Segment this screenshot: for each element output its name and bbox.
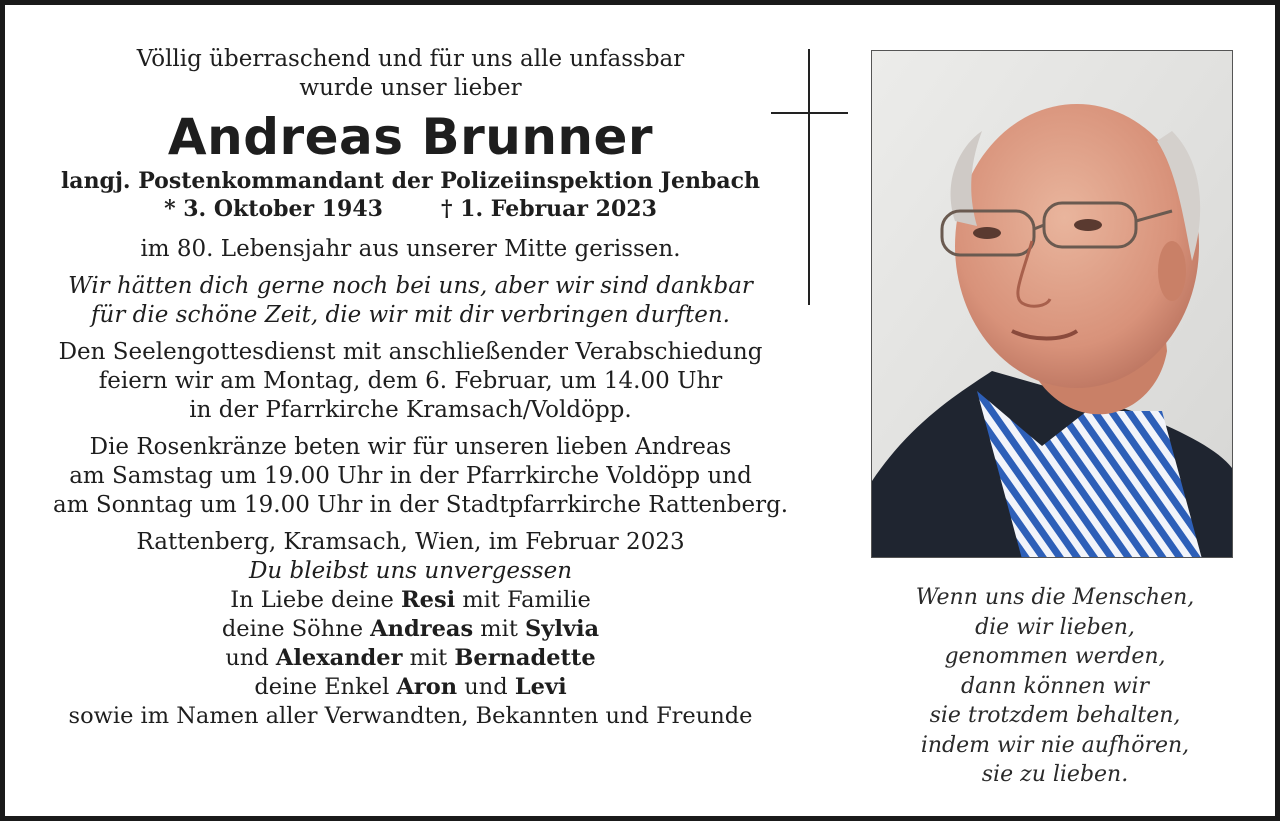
intro-line-1: Völlig überraschend und für uns alle unfassbar xyxy=(136,46,685,72)
poem-line-4: dann können wir xyxy=(960,673,1149,699)
mourner-line-4: deine Enkel Aron und Levi xyxy=(254,674,567,700)
mourner-line-3: und Alexander mit Bernadette xyxy=(225,645,596,671)
rosary-line-1: Die Rosenkränze beten wir für unseren lieben Andreas xyxy=(89,434,732,460)
poem-line-3: genommen werden, xyxy=(944,644,1166,669)
unforgotten-line: Du bleibst uns unvergessen xyxy=(248,558,573,584)
rosary-line-2: am Samstag um 19.00 Uhr in der Pfarrkirche Voldöpp und xyxy=(69,463,752,489)
thanks-line-2: für die schöne Zeit, die wir mit dir verbringen durften. xyxy=(91,302,730,328)
poem-line-7: sie zu lieben. xyxy=(981,762,1129,787)
poem-line-2: die wir lieben, xyxy=(975,614,1135,640)
rosary-line-3: am Sonntag um 19.00 Uhr in der Stadtpfarrkirche Rattenberg. xyxy=(53,492,789,518)
portrait-photo xyxy=(871,50,1233,558)
death-date: † 1. Februar 2023 xyxy=(440,196,657,222)
deceased-name: Andreas Brunner xyxy=(167,108,654,166)
life-dates xyxy=(53,195,768,223)
portrait-illustration xyxy=(872,51,1233,558)
service-line-2: feiern wir am Montag, dem 6. Februar, um 14.00 Uhr xyxy=(98,368,723,394)
thanks-line-1: Wir hätten dich gerne noch bei uns, aber wir sind dankbar xyxy=(68,273,753,299)
poem-line-6: indem wir nie aufhören, xyxy=(920,732,1190,758)
mourner-line-5: sowie im Namen aller Verwandten, Bekannten und Freunde xyxy=(68,703,753,729)
poem-line-1: Wenn uns die Menschen, xyxy=(915,585,1195,610)
place-date: Rattenberg, Kramsach, Wien, im Februar 2023 xyxy=(136,529,685,555)
birth-date: * 3. Oktober 1943 xyxy=(164,196,383,222)
mourner-line-1: In Liebe deine Resi mit Familie xyxy=(230,587,591,613)
mourners-list xyxy=(53,586,768,731)
age-line: im 80. Lebensjahr aus unserer Mitte gerissen. xyxy=(140,236,681,262)
intro-line-2: wurde unser lieber xyxy=(299,75,522,101)
service-line-3: in der Pfarrkirche Kramsach/Voldöpp. xyxy=(189,397,632,423)
obituary-text-column xyxy=(53,45,789,731)
poem-line-5: sie trotzdem behalten, xyxy=(929,703,1181,728)
deceased-role: langj. Postenkommandant der Polizeiinspektion Jenbach xyxy=(60,168,761,194)
service-line-1: Den Seelengottesdienst mit anschließender Verabschiedung xyxy=(58,339,763,365)
mourner-line-2: deine Söhne Andreas mit Sylvia xyxy=(221,616,600,642)
poem xyxy=(885,583,1225,790)
